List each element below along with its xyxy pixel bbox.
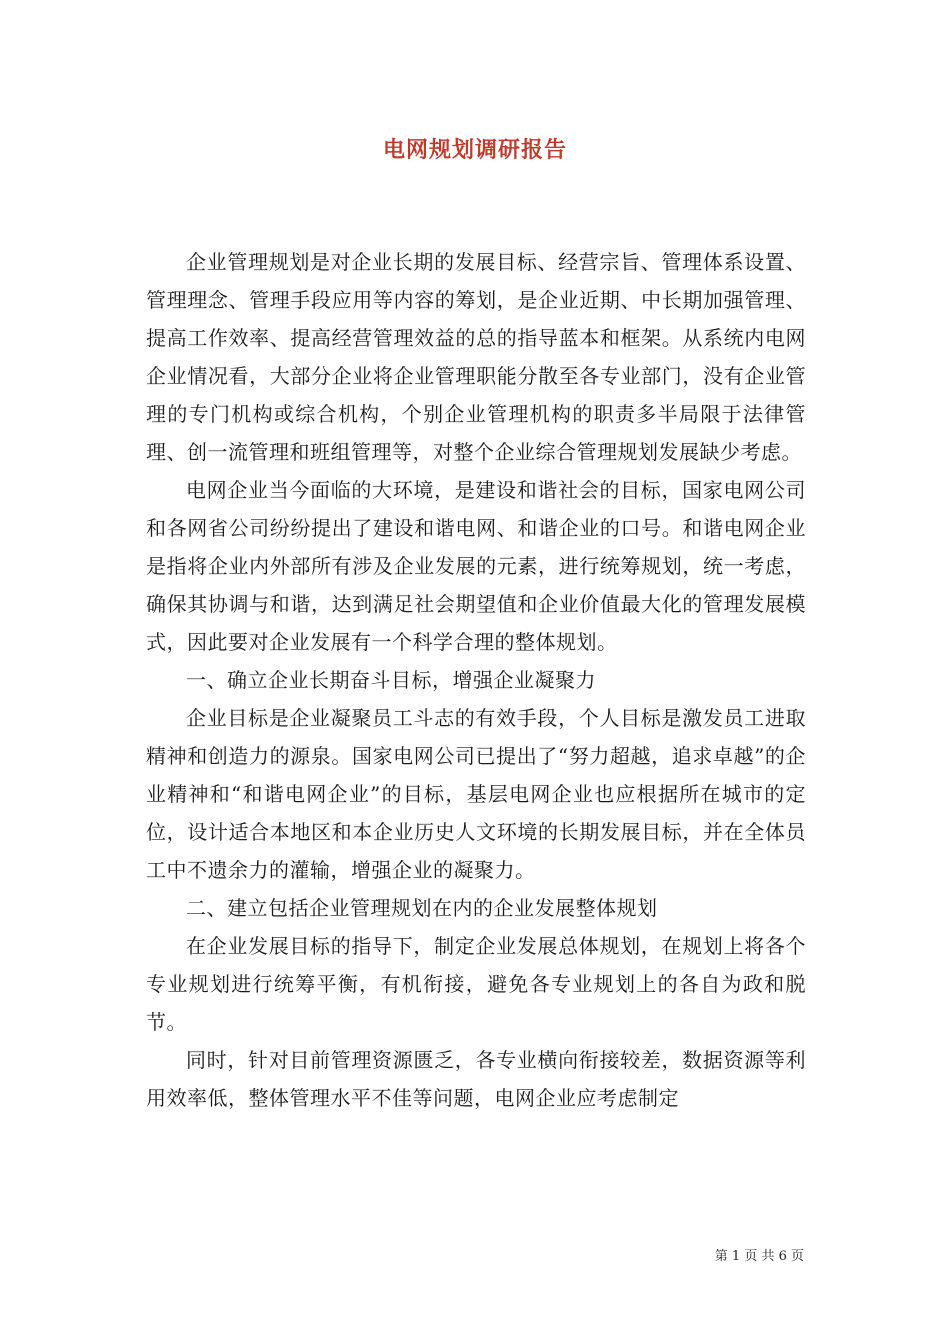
paragraph-1: 企业管理规划是对企业长期的发展目标、经营宗旨、管理体系设置、管理理念、管理手段应用等内容的筹划，是企业近期、中长期加强管理、提高工作效率、提高经营管理效益的总的指导蓝本和框架。从系统内电网企业情况看，大部分企业将企业管理职能分散至各专业部门，没有企业管理的专门机构或综合机构，个别企业管理机构的职责多半局限于法律管理、创一流管理和班组管理等，对整个企业综合管理规划发展缺少考虑。 — [146, 250, 806, 464]
page-title: 电网规划调研报告 — [382, 137, 567, 163]
paragraph-5: 同时，针对目前管理资源匮乏，各专业横向衔接较差，数据资源等利用效率低，整体管理水平不佳等问题，电网企业应考虑制定 — [146, 1048, 806, 1110]
document-body — [146, 243, 806, 1117]
paragraph-2: 电网企业当今面临的大环境，是建设和谐社会的目标，国家电网公司和各网省公司纷纷提出了建设和谐电网、和谐企业的口号。和谐电网企业是指将企业内外部所有涉及企业发展的元素，进行统筹规划，统一考虑，确保其协调与和谐，达到满足社会期望值和企业价值最大化的管理发展模式，因此要对企业发展有一个科学合理的整体规划。 — [146, 478, 806, 654]
section-heading-1: 一、确立企业长期奋斗目标，增强企业凝聚力 — [186, 668, 596, 692]
paragraph-3: 企业目标是企业凝聚员工斗志的有效手段，个人目标是激发员工进取精神和创造力的源泉。国家电网公司已提出了“努力超越，追求卓越”的企业精神和“和谐电网企业”的目标，基层电网企业也应根据所在城市的定位，设计适合本地区和本企业历史人文环境的长期发展目标，并在全体员工中不遗余力的灌输，增强企业的凝聚力。 — [146, 706, 806, 882]
page-number-footer: 第 1 页 共 6 页 — [714, 1249, 804, 1264]
section-heading-2: 二、建立包括企业管理规划在内的企业发展整体规划 — [186, 896, 658, 920]
paragraph-4: 在企业发展目标的指导下，制定企业发展总体规划，在规划上将各个专业规划进行统筹平衡，有机衔接，避免各专业规划上的各自为政和脱节。 — [146, 934, 806, 1034]
